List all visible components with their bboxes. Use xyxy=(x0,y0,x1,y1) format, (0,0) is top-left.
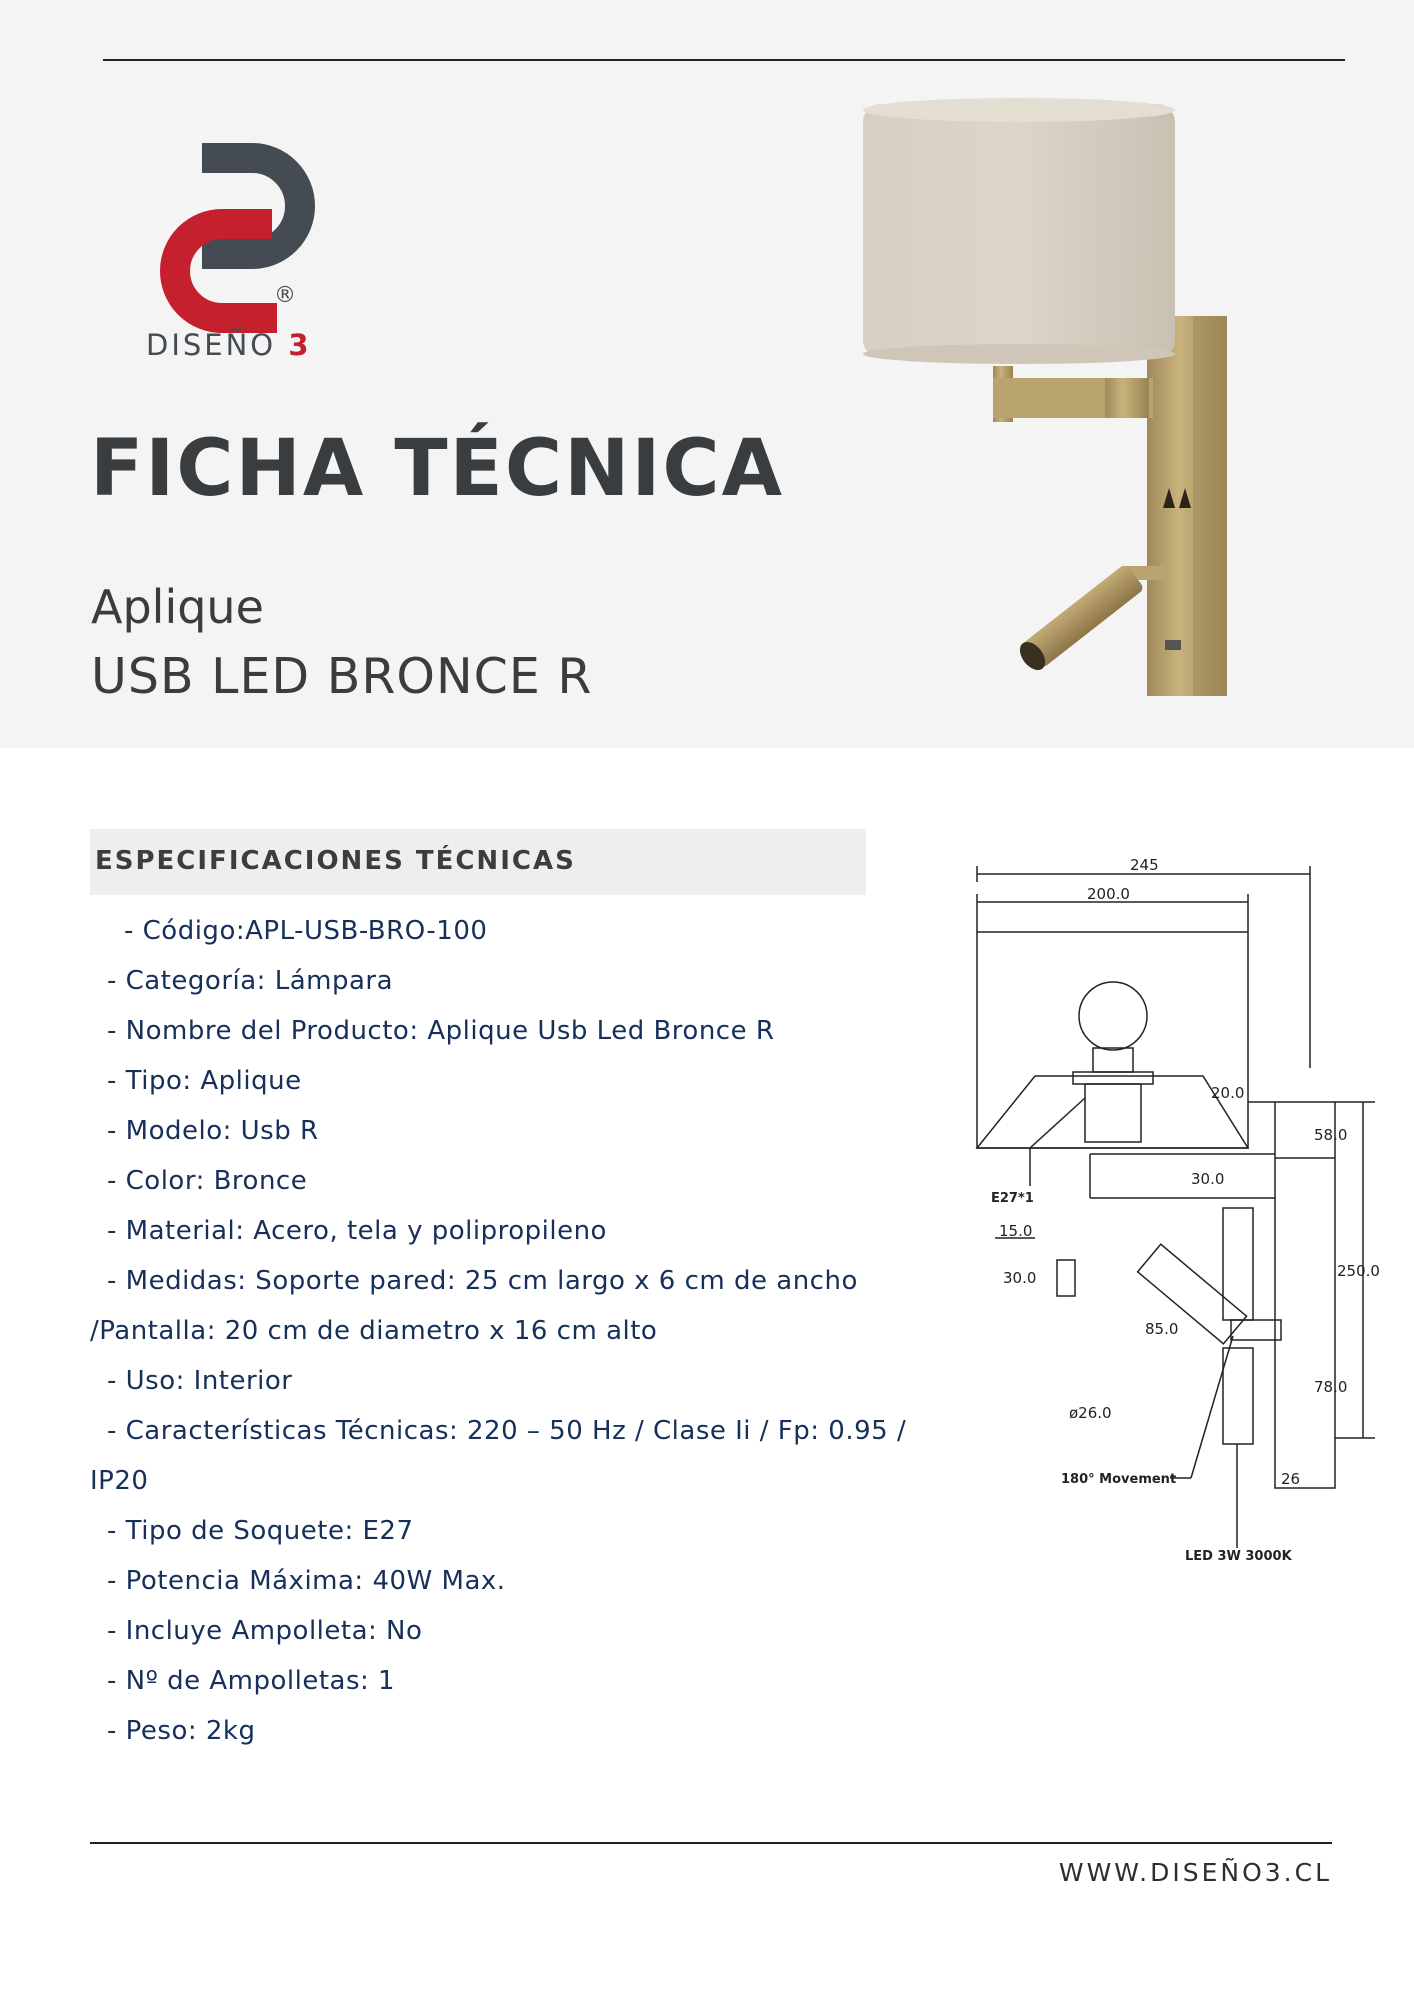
spec-weight: - Peso: 2kg xyxy=(107,1716,256,1746)
dim-15: 15.0 xyxy=(999,1222,1033,1240)
dim-78: 78.0 xyxy=(1314,1378,1348,1396)
dim-85: 85.0 xyxy=(1145,1320,1179,1338)
label-e27: E27*1 xyxy=(991,1191,1034,1206)
bottom-divider xyxy=(90,1842,1332,1844)
spec-type: - Tipo: Aplique xyxy=(107,1066,302,1096)
spec-use: - Uso: Interior xyxy=(107,1366,293,1396)
dim-245: 245 xyxy=(1130,856,1159,874)
dim-26: 26 xyxy=(1281,1470,1301,1488)
spec-power: - Potencia Máxima: 40W Max. xyxy=(107,1566,506,1596)
dim-30-port: 30.0 xyxy=(1003,1269,1037,1287)
spec-color: - Color: Bronce xyxy=(107,1166,308,1196)
specs-heading: ESPECIFICACIONES TÉCNICAS xyxy=(95,846,576,876)
spec-model: - Modelo: Usb R xyxy=(107,1116,319,1146)
spec-code: - Código:APL-USB-BRO-100 xyxy=(124,916,488,946)
spec-technical: - Características Técnicas: 220 – 50 Hz / Clase Ii / Fp: 0.95 / xyxy=(107,1416,907,1446)
spec-measures-cont: /Pantalla: 20 cm de diametro x 16 cm alto xyxy=(90,1316,658,1346)
specs-heading-bar xyxy=(90,829,866,895)
dim-30-arm: 30.0 xyxy=(1191,1170,1225,1188)
dim-diameter-26: ø26.0 xyxy=(1069,1404,1112,1422)
dim-20: 20.0 xyxy=(1211,1084,1245,1102)
brand-name-text: DISEÑO xyxy=(146,328,277,362)
product-name: USB LED BRONCE R xyxy=(91,648,593,705)
spec-bulb-count: - Nº de Ampolletas: 1 xyxy=(107,1666,396,1696)
page-title: FICHA TÉCNICA xyxy=(90,424,784,514)
label-movement: 180° Movement xyxy=(1061,1472,1177,1487)
brand-name xyxy=(146,328,312,362)
product-image xyxy=(845,88,1245,708)
top-divider xyxy=(103,59,1345,61)
spec-measures: - Medidas: Soporte pared: 25 cm largo x 6 cm de ancho xyxy=(107,1266,858,1296)
dim-250: 250.0 xyxy=(1337,1262,1380,1280)
website-link[interactable]: WWW.DISEÑO3.CL xyxy=(1058,1858,1332,1887)
spec-bulb-included: - Incluye Ampolleta: No xyxy=(107,1616,423,1646)
technical-drawing xyxy=(965,856,1380,1566)
dim-200: 200.0 xyxy=(1087,885,1130,903)
specs-list xyxy=(90,906,950,1756)
registered-mark: ® xyxy=(274,283,296,308)
spec-material: - Material: Acero, tela y polipropileno xyxy=(107,1216,607,1246)
dim-58: 58.0 xyxy=(1314,1126,1348,1144)
spec-product-name: - Nombre del Producto: Aplique Usb Led Bronce R xyxy=(107,1016,775,1046)
spec-technical-cont: IP20 xyxy=(90,1466,149,1496)
product-type: Aplique xyxy=(91,580,264,634)
brand-number: 3 xyxy=(288,328,312,362)
spec-socket: - Tipo de Soquete: E27 xyxy=(107,1516,414,1546)
label-led: LED 3W 3000K xyxy=(1185,1549,1292,1564)
spec-category: - Categoría: Lámpara xyxy=(107,966,394,996)
